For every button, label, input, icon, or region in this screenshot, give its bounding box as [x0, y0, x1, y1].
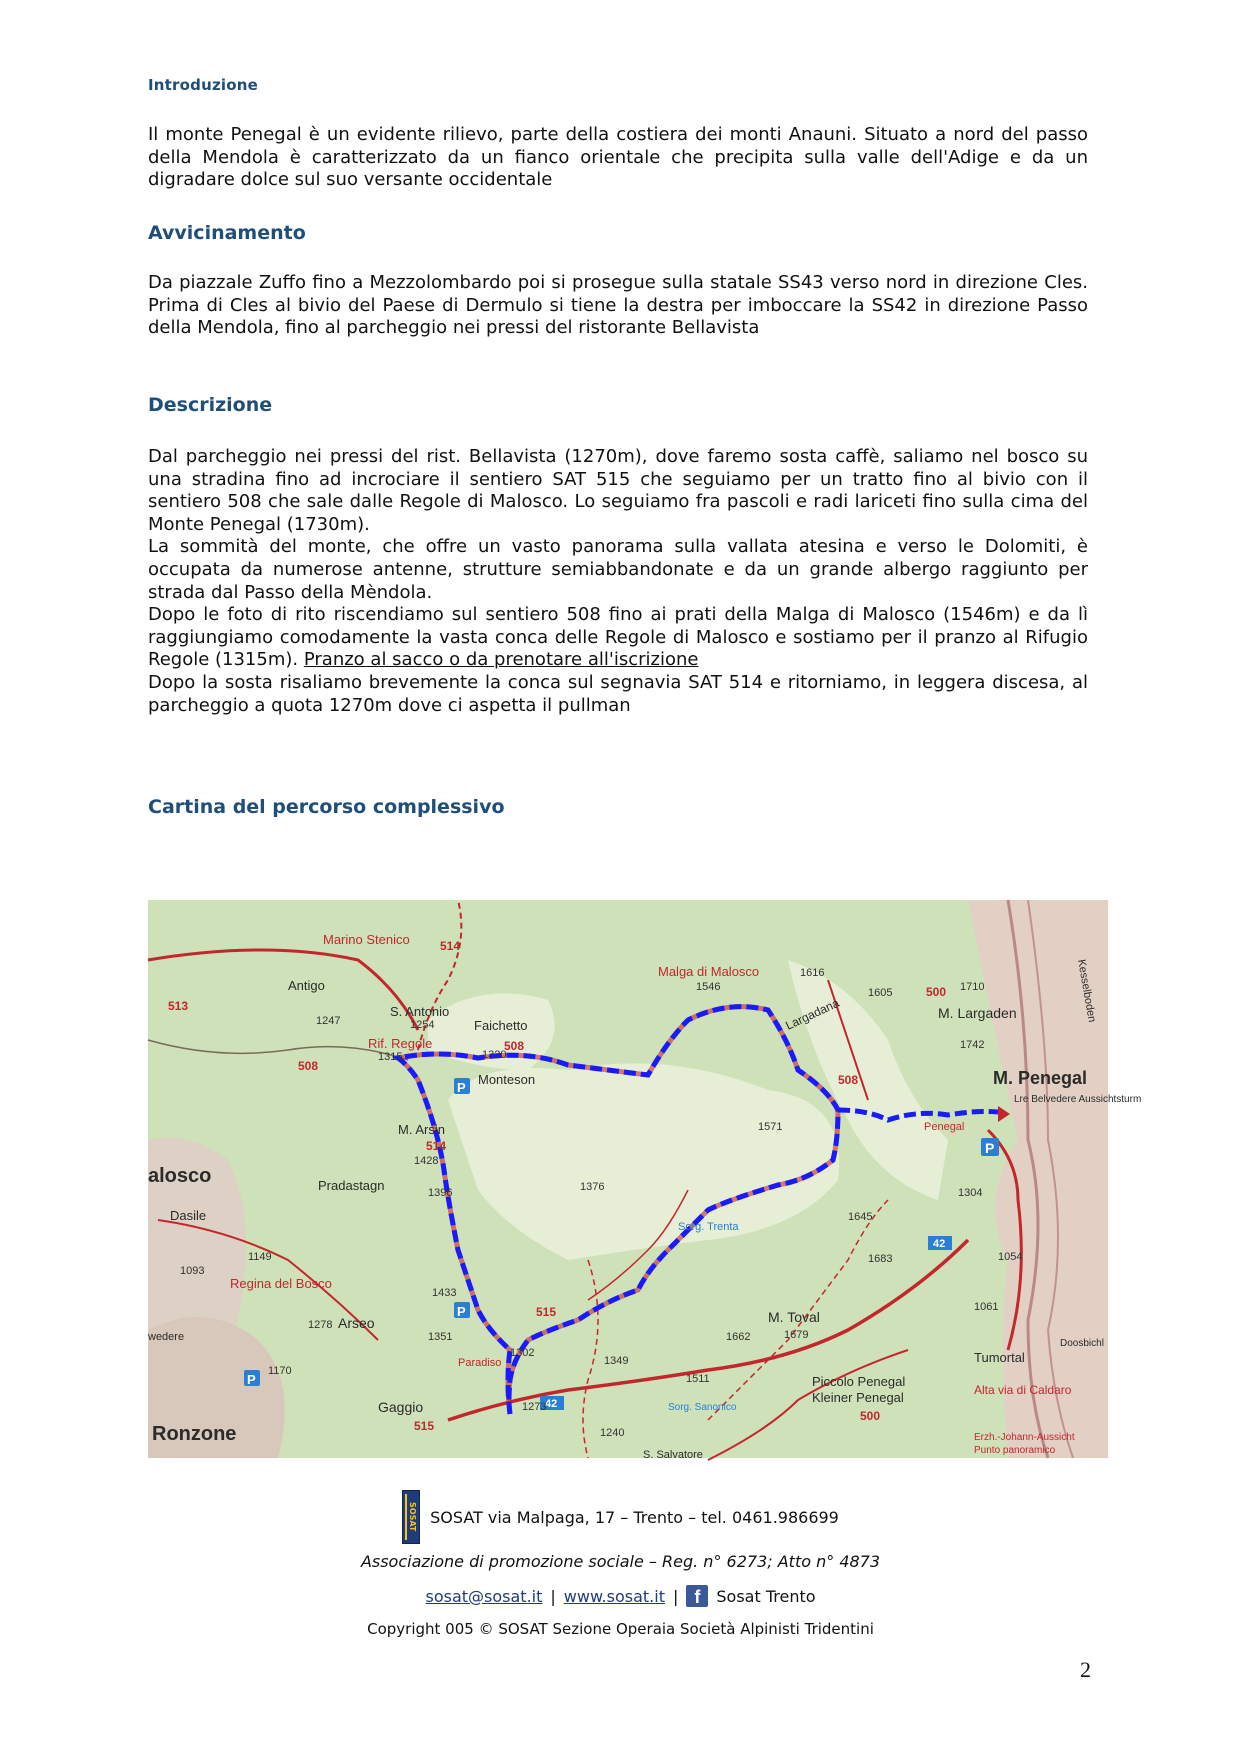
map-label-rif-regole: Rif. Regole: [368, 1036, 433, 1051]
map-elev: 1302: [510, 1347, 535, 1359]
intro-text: Il monte Penegal è un evidente rilievo, parte della costiera dei monti Anauni. Situato a nord del passo della Mendola è caratterizzato da un fianco orientale che precipita sulla valle dell'Adige e da un digradare dolce sul suo versante occidentale: [148, 124, 1088, 191]
trail-number: 508: [504, 1039, 525, 1053]
map-elev: 1433: [432, 1287, 457, 1299]
map-elev: 1679: [784, 1329, 809, 1341]
footer-address-line: [0, 1492, 1241, 1542]
map-label-piccolo-penegal: Piccolo Penegal: [812, 1374, 906, 1389]
map-elev: 1149: [248, 1251, 272, 1263]
map-label-kesselboden: Kesselboden: [1075, 958, 1098, 1024]
map-label-antigo: Antigo: [288, 978, 325, 993]
trail-number: 513: [168, 999, 189, 1013]
separator: |: [672, 1586, 679, 1606]
map-elev: 1170: [268, 1365, 292, 1377]
trail-number: 514: [440, 939, 461, 953]
map-label-doosbichl: Doosbichl: [1060, 1338, 1104, 1349]
map-label-m-penegal: M. Penegal: [993, 1068, 1088, 1088]
page-number: 2: [1080, 1657, 1091, 1682]
trail-number: 500: [860, 1409, 881, 1423]
intro-paragraph: [148, 124, 1088, 192]
footer-address: SOSAT via Malpaga, 17 – Trento – tel. 0461.986699: [430, 1507, 839, 1527]
map-elev: 1093: [180, 1265, 205, 1277]
map-elev: 1349: [604, 1355, 629, 1367]
map-elev: 1240: [600, 1427, 625, 1439]
map-label-paradiso: Paradiso: [458, 1357, 502, 1369]
map-label-faichetto: Faichetto: [474, 1018, 528, 1033]
map-label-arseo: Arseo: [338, 1315, 375, 1331]
map-elev: 1351: [428, 1331, 453, 1343]
facebook-label[interactable]: Sosat Trento: [716, 1586, 816, 1606]
description-p4: Dopo la sosta risaliamo brevemente la conca sul segnavia SAT 514 e ritorniamo, in leggera discesa, al parcheggio a quota 1270m dove ci aspetta il pullman: [148, 671, 1088, 716]
map-label-pradastagn: Pradastagn: [318, 1178, 385, 1193]
trail-number: 514: [426, 1139, 447, 1153]
approach-text: Da piazzale Zuffo fino a Mezzolombardo poi si prosegue sulla statale SS43 verso nord in direzione Cles. Prima di Cles al bivio del Paese di Dermulo si tiene la destra per imboccare la SS42 in direzione Passo della Mendola, fino al parcheggio nei pressi del ristorante Bellavista: [148, 272, 1088, 339]
intro-heading: Introduzione: [148, 76, 258, 94]
footer-contacts: [0, 1585, 1241, 1607]
map-elev: 1376: [580, 1181, 605, 1193]
map-elev: 1605: [868, 987, 893, 999]
map-elev: 1645: [848, 1211, 873, 1223]
lunch-note-link[interactable]: Pranzo al sacco o da prenotare all'iscrizione: [303, 649, 699, 671]
email-link[interactable]: sosat@sosat.it: [425, 1586, 543, 1606]
map-label-s-antonio: S. Antonio: [390, 1004, 450, 1019]
footer-association: Associazione di promozione sociale – Reg. n° 6273; Atto n° 4873: [360, 1552, 881, 1571]
map-elev: 1546: [696, 981, 721, 993]
description-p3: [148, 604, 1088, 672]
map-label-punto-panoramico: Punto panoramico: [974, 1445, 1056, 1456]
map-label-kleiner-penegal: Kleiner Penegal: [812, 1390, 904, 1405]
map-elev: 1396: [428, 1187, 453, 1199]
map-elev: 1278: [308, 1319, 333, 1331]
footer-copyright: Copyright 005 © SOSAT Sezione Operaia Società Alpinisti Tridentini: [367, 1620, 874, 1638]
sosat-logo-icon: [402, 1490, 420, 1544]
description-p2: La sommità del monte, che offre un vasto panorama sulla vallata atesina e verso le Dolomiti, è occupata da numerose antenne, strutture semiabbandonate e da un grande albergo raggiunto per strada dal Passo della Mèndola.: [148, 536, 1088, 603]
map-label-monteson: Monteson: [478, 1072, 536, 1087]
description-p1: Dal parcheggio nei pressi del rist. Bellavista (1270m), dove faremo sosta caffè, saliamo nel bosco su una stradina fino ad incrociare il sentiero SAT 515 che seguiamo per un tratto fino al bivio con il sentiero 508 che sale dalle Regole di Malosco. Lo seguiamo fra pascoli e radi lariceti fino sulla cima del Monte Penegal (1730m).: [148, 446, 1088, 535]
map-label-belvedere: Lre Belvedere Aussichtsturm: [1014, 1094, 1142, 1105]
road-shield-42-south-label: 42: [545, 1398, 558, 1410]
map-label-largadana: Largadana: [783, 995, 842, 1033]
map-elev: 1683: [868, 1253, 893, 1265]
map-label-gaggio: Gaggio: [378, 1399, 424, 1415]
parking-letter: P: [247, 1372, 256, 1387]
description-heading: Descrizione: [148, 394, 273, 416]
map-elev: 1273: [522, 1401, 547, 1413]
map-elev: 1054: [998, 1251, 1023, 1263]
map-label-s-salvatore: S. Salvatore: [643, 1449, 703, 1461]
route-map: [148, 900, 1142, 1461]
map-elev: 1254: [410, 1019, 435, 1031]
map-label-marino-stenico: Marino Stenico: [323, 932, 410, 947]
description-p3-text: Dopo le foto di rito riscendiamo sul sentiero 508 fino ai prati della Malga di Malosco (1546m) e da lì raggiungiamo comodamente la vasta conca delle Regole di Malosco e sostiamo per il pranzo al Rifugio Regole (1315m).: [148, 604, 1088, 671]
map-label-ronzone: Ronzone: [152, 1423, 237, 1445]
map-elev: 1247: [316, 1015, 341, 1027]
parking-letter: P: [457, 1304, 466, 1319]
trail-number: 508: [838, 1073, 859, 1087]
parking-letter: P: [457, 1080, 466, 1095]
map-label-m-toval: M. Toval: [768, 1309, 820, 1325]
map-elev: 1616: [800, 967, 825, 979]
road-shield-42-label: 42: [933, 1238, 946, 1250]
map-label-m-largaden: M. Largaden: [938, 1005, 1017, 1021]
map-label-wedere: wedere: [148, 1331, 185, 1343]
approach-paragraph: [148, 272, 1088, 340]
facebook-icon[interactable]: f: [686, 1585, 708, 1607]
logo-text: SOSAT: [408, 1502, 418, 1532]
map-elev: 1315: [378, 1051, 403, 1063]
map-elev: 1710: [960, 981, 985, 993]
map-label-tumortal: Tumortal: [974, 1350, 1025, 1365]
map-elev: 1571: [758, 1121, 783, 1133]
map-elev: 1742: [960, 1039, 985, 1051]
map-elev: 1662: [726, 1331, 751, 1343]
map-label-alta-via: Alta via di Caldaro: [974, 1383, 1072, 1397]
map-label-penegal: Penegal: [924, 1121, 965, 1133]
map-label-erzh: Erzh.-Johann-Aussicht: [974, 1432, 1075, 1443]
map-label-m-arsin: M. Arsin: [398, 1122, 445, 1137]
map-label-malosco: alosco: [148, 1165, 212, 1187]
trail-number: 508: [298, 1059, 319, 1073]
map-elev: 1511: [686, 1373, 710, 1385]
map-elev: 1428: [414, 1155, 439, 1167]
trail-number: 515: [414, 1419, 435, 1433]
separator: |: [550, 1586, 556, 1606]
trail-number: 500: [926, 985, 947, 999]
map-elev: 1304: [958, 1187, 983, 1199]
map-label-malga-malosco: Malga di Malosco: [658, 964, 760, 979]
description-paragraph: [148, 446, 1088, 717]
map-label-dasile: Dasile: [170, 1208, 207, 1223]
map-elev: 1320: [482, 1049, 507, 1061]
map-heading: Cartina del percorso complessivo: [148, 796, 505, 818]
parking-letter: P: [985, 1140, 995, 1156]
map-label-regina-bosco: Regina del Bosco: [230, 1276, 332, 1291]
map-label-sorg-trenta: Sorg. Trenta: [678, 1221, 739, 1233]
website-link[interactable]: www.sosat.it: [563, 1586, 665, 1606]
approach-heading: Avvicinamento: [148, 222, 306, 244]
map-label-sorgente: Sorg. Sanonico: [668, 1402, 737, 1413]
map-elev: 1061: [974, 1301, 999, 1313]
trail-number: 515: [536, 1305, 557, 1319]
